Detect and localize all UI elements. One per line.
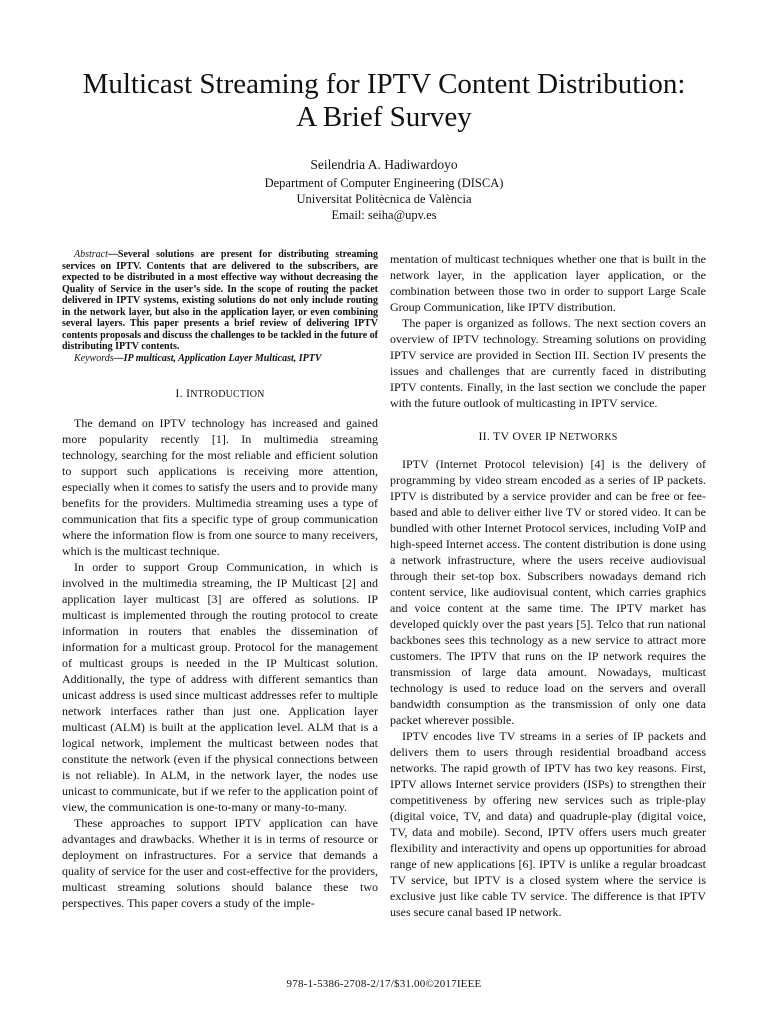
intro-paragraph-3-continued: mentation of multicast techniques whether one that is built in the network layer, in the application layer application, or the combination between those two in order to support Large Scale Group Communication, like IPTV distribution. bbox=[390, 252, 706, 314]
abstract-label: Abstract bbox=[74, 249, 108, 260]
section-heading-introduction bbox=[62, 385, 378, 403]
section-2-paragraph-1: IPTV (Internet Protocol television) [4] is the delivery of programming by video stream encoded as a series of IP packets. IPTV is distributed by a service provider and can be free or fee-based and able to deliver either live TV or stored video. It can be bundled with other Internet Protocol services, including VoIP and high-speed Internet access. The content distribution is done using a network infrastructure, where the users receive audiovisual through their set-top box. Subscribers nowadays demand rich content service, like audiovisual content, which carries graphics and voice content at the same time. The IPTV market has developed quickly over the past years [5]. Telco that run national backbones sees this technology as a new service to attract more customers. The IPTV that runs on the IP network requires the transmission of large data amount. Nowadays, multicast technology is used to reduce load on the servers and overall bandwidth consumption as the transmission of only one data packet wherever possible. bbox=[390, 457, 706, 727]
section-2-title-over-initial: O bbox=[512, 429, 522, 443]
author-block bbox=[0, 156, 768, 223]
section-2-paragraph-2: IPTV encodes live TV streams in a series of IP packets and delivers them to users through residential broadband access networks. The rapid growth of IPTV has two key reasons. First, IPTV allows Internet service providers (ISPs) to strengthen their competitiveness by offering new services such as triple-play (digital voice, TV, and data) and quadruple-play (digital voice, TV, data and mobile). Second, IPTV offers users much greater flexibility and interactivity and opens up opportunities for abroad range of new applications [6]. IPTV is unlike a regular broadcast TV service, but IPTV is a closed system where the service is exclusive just like cable TV service. The difference is that IPTV uses secure canal based IP network. bbox=[390, 729, 706, 919]
paper-title-line-2: A Brief Survey bbox=[296, 101, 472, 133]
paper-title bbox=[40, 68, 728, 134]
author-department: Department of Computer Engineering (DISCA) bbox=[264, 176, 504, 190]
organization-paragraph: The paper is organized as follows. The next section covers an overview of IPTV technology. Streaming solutions on providing IPTV service are provided in Section III. Section IV presents the issues and challenges that are currently faced in distributing IPTV contents. Finally, in the last section we conclude the paper with the future outlook of multicasting in IPTV service. bbox=[390, 316, 706, 410]
right-column bbox=[390, 251, 706, 920]
author-email: Email: seiha@upv.es bbox=[331, 208, 437, 222]
author-university: Universitat Politècnica de València bbox=[296, 192, 472, 206]
section-2-title-networks-rest: ETWORKS bbox=[567, 432, 618, 443]
author-name: Seilendria A. Hadiwardoyo bbox=[310, 157, 458, 172]
intro-paragraph-2: In order to support Group Communication, in which is involved in the multimedia streaming, the IP Multicast [2] and application layer multicast [3] are offered as solutions. IP multicast is implemented through the routing protocol to create information in routers that enables the dissemination of information for a multicast group. Protocol for the management of multicast groups is needed in the IP Multicast solution. Additionally, the type of address with different semantics than unicast address is used since multicast addresses refer to multiple network interfaces rather than just one. Application layer multicast (ALM) is built at the application level. ALM that is a logical network, implement the multicast between nodes that constitute the network (even if the physical connections between is not reliable). In ALM, in the network layer, the nodes use unicast to communicate, but if we refer to the application point of view, the communication is one-to-many or many-to-many. bbox=[62, 559, 378, 814]
section-2-title-networks-initial: N bbox=[558, 429, 568, 443]
section-1-number: I. bbox=[175, 385, 183, 400]
copyright-footer: 978-1-5386-2708-2/17/$31.00©2017IEEE bbox=[286, 978, 482, 990]
section-2-title-tv: TV bbox=[493, 429, 510, 443]
intro-paragraph-3: These approaches to support IPTV application can have advantages and drawbacks. Whether it is in terms of resource or deployment on infrastructures. For a service that demands a quality of service for the user and cost-effective for the providers, multicast streaming solutions should balance these two perspectives. This paper covers a study of the imple- bbox=[62, 815, 378, 910]
keywords-label: Keywords bbox=[74, 352, 114, 364]
keywords bbox=[62, 353, 378, 365]
abstract-text: —Several solutions are present for distributing streaming services on IPTV. Contents that are delivered to the subscribers, are expected to be distributed in a most effective way without decreasing the Quality of Service in the user’s side. In the scope of routing the packet delivered in IPTV systems, existing solutions do not only include routing in the network layer, but also in the application layer, or even combining several layers. This paper presents a brief review of delivering IPTV contents proposals and discuss the challenges to be tackled in the future of distributing IPTV contents. bbox=[62, 249, 378, 352]
section-2-title-ip: IP bbox=[545, 429, 556, 443]
section-1-title-rest: NTRODUCTION bbox=[190, 388, 265, 400]
section-1-title-initial: I bbox=[185, 385, 191, 400]
paper-title-line-1: Multicast Streaming for IPTV Content Distribution: bbox=[82, 68, 686, 100]
section-heading-tv-over-ip bbox=[390, 428, 706, 446]
section-2-title-over-rest: VER bbox=[521, 432, 542, 443]
left-column bbox=[62, 249, 378, 911]
intro-paragraph-1: The demand on IPTV technology has increased and gained more popularity recently [1]. In multimedia streaming technology, searching for the most reliable and efficient solution to support such applications is receiving more attention, especially when it comes to satisfy the users and to provide many benefits for the providers. Multimedia streaming uses a type of communication that fits a specific type of group communication where the information flow is from one source to many receivers, which is the multicast technique. bbox=[62, 415, 378, 558]
abstract bbox=[62, 249, 378, 353]
keywords-text: —IP multicast, Application Layer Multicast, IPTV bbox=[113, 352, 322, 364]
section-2-number: II. bbox=[478, 429, 491, 443]
